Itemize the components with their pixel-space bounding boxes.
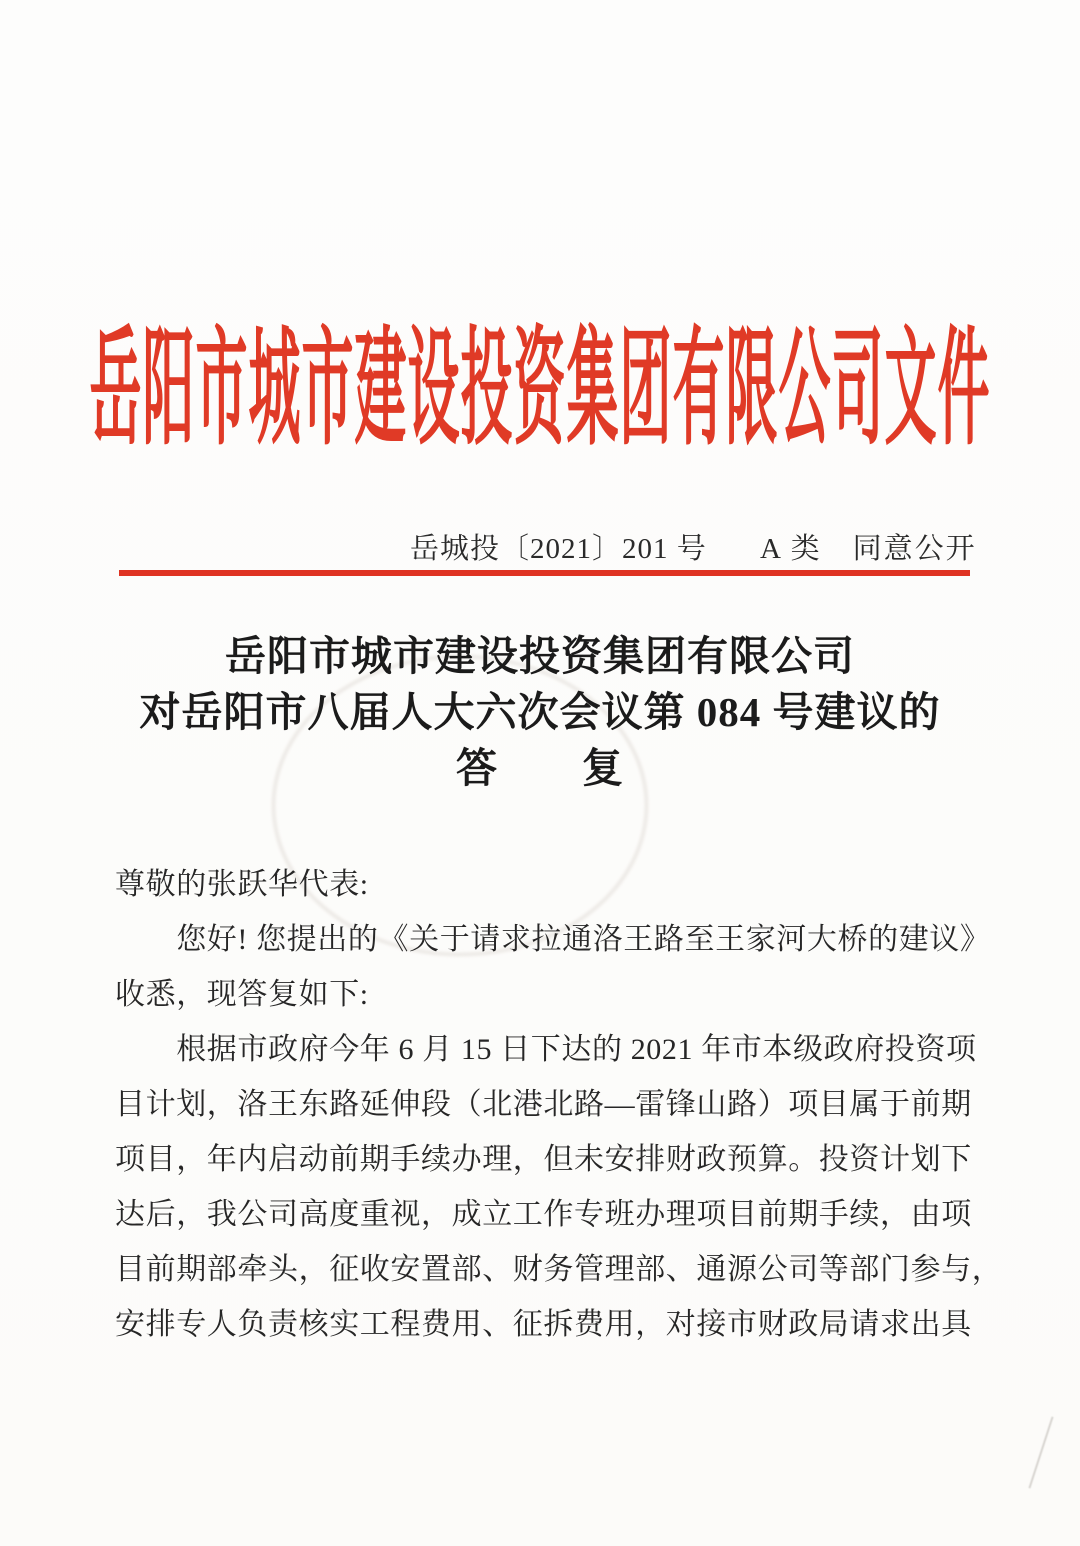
document-title-line-2: 对岳阳市八届人大六次会议第 084 号建议的 [139, 689, 941, 735]
body-line: 项目，年内启动前期手续办理，但未安排财政预算。投资计划下 [115, 1143, 972, 1176]
classification-label: A 类 同意公开 [760, 533, 977, 565]
body-line: 您好! 您提出的《关于请求拉通洛王路至王家河大桥的建议》 [115, 923, 991, 956]
body-line-salutation: 尊敬的张跃华代表: [115, 868, 369, 901]
body-text [115, 857, 1003, 1352]
body-line: 目计划，洛王东路延伸段（北港北路—雷锋山路）项目属于前期 [115, 1088, 972, 1121]
red-divider-rule [119, 570, 970, 576]
document-meta-row [0, 526, 1080, 566]
document-number: 岳城投〔2021〕201 号 [410, 533, 707, 565]
body-line: 目前期部牵头，征收安置部、财务管理部、通源公司等部门参与， [115, 1253, 1003, 1286]
body-line: 收悉，现答复如下: [115, 978, 369, 1011]
body-line: 安排专人负责核实工程费用、征拆费用，对接市财政局请求出具 [115, 1308, 972, 1341]
body-line: 根据市政府今年 6 月 15 日下达的 2021 年市本级政府投资项 [115, 1033, 977, 1066]
document-title [60, 628, 1020, 796]
masthead-title: 岳阳市城市建设投资集团有限公司文件 [89, 321, 991, 462]
body-line: 达后，我公司高度重视，成立工作专班办理项目前期手续，由项 [115, 1198, 972, 1231]
document-title-line-3: 答 复 [456, 745, 624, 791]
document-title-line-1: 岳阳市城市建设投资集团有限公司 [225, 633, 855, 679]
masthead [0, 285, 1080, 462]
paper-crease-mark [1028, 1417, 1053, 1489]
